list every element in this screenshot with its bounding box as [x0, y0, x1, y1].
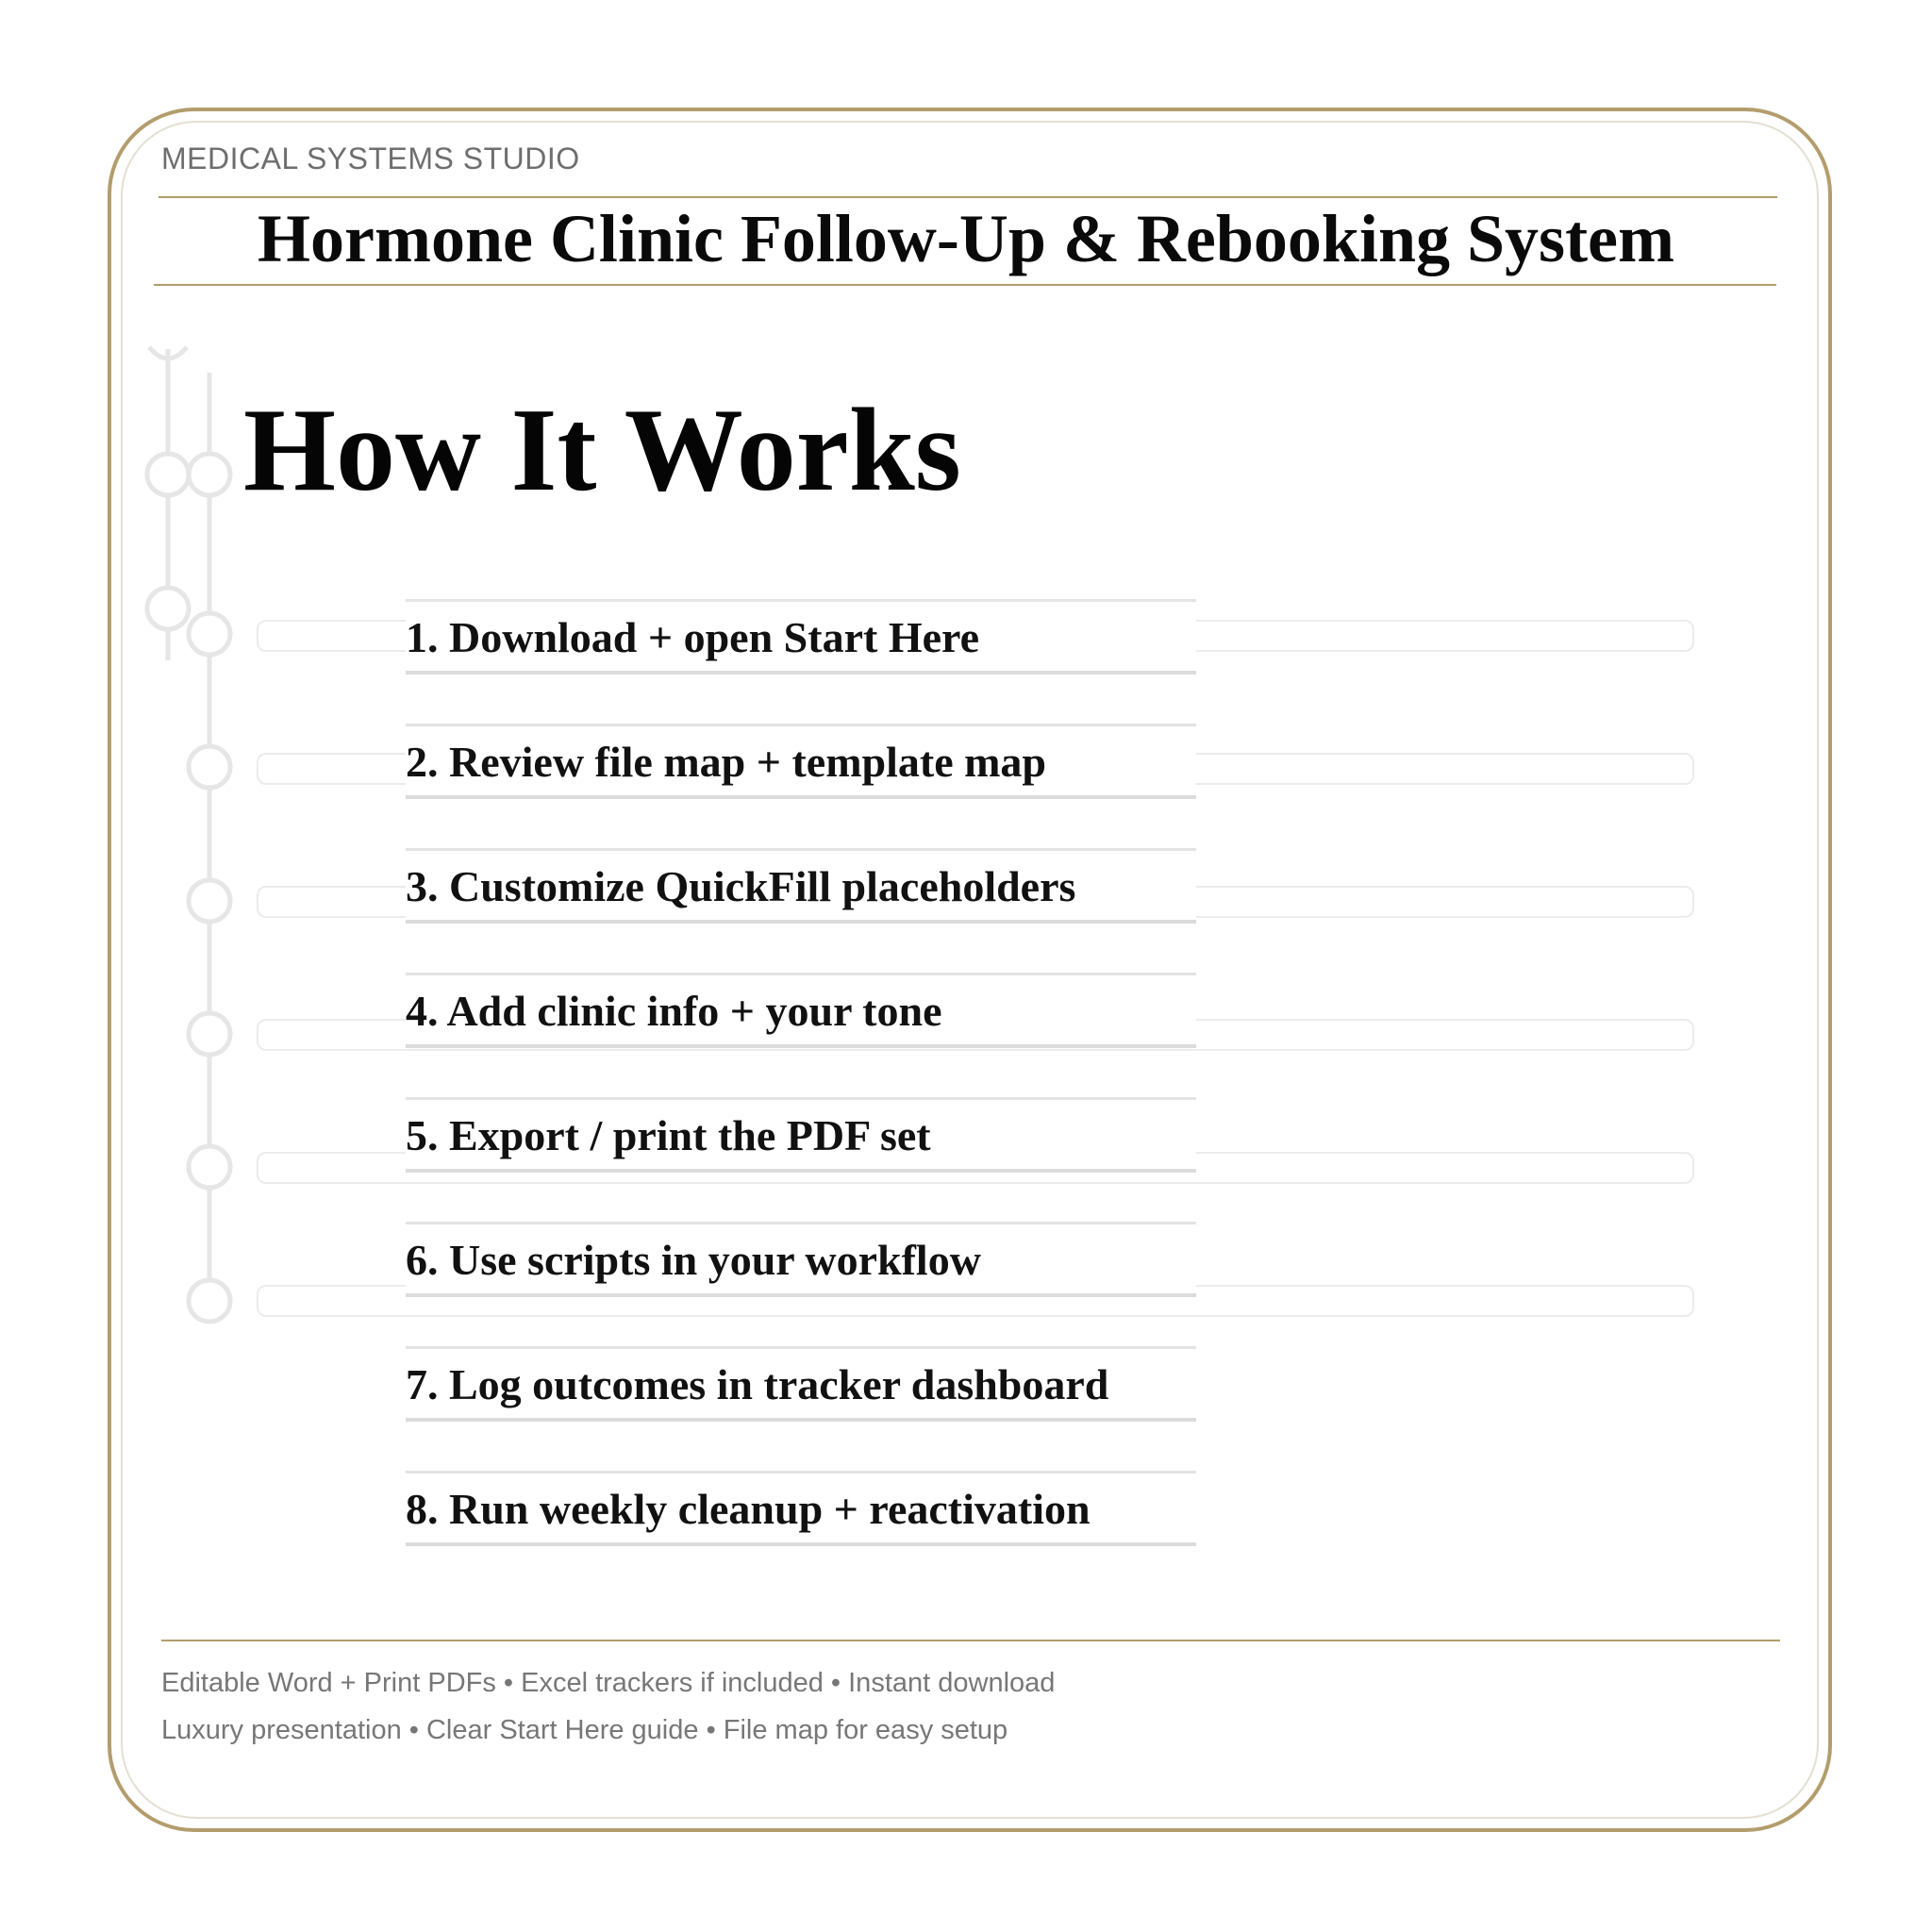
step-8-label: 8. Run weekly cleanup + reactivation [406, 1485, 1091, 1533]
step-1-label: 1. Download + open Start Here [406, 613, 980, 661]
step-7-label: 7. Log outcomes in tracker dashboard [406, 1360, 1109, 1408]
footer-features-line-1: Editable Word + Print PDFs • Excel trackers if included • Instant download [161, 1668, 1056, 1698]
step-6-label: 6. Use scripts in your workflow [406, 1236, 981, 1284]
brand-label: MEDICAL SYSTEMS STUDIO [161, 142, 580, 175]
footer-features-line-2: Luxury presentation • Clear Start Here guide • File map for easy setup [161, 1715, 1008, 1745]
section-heading: How It Works [243, 385, 961, 516]
header-bottom-rule [154, 284, 1776, 286]
header-top-rule [158, 196, 1777, 198]
step-2-label: 2. Review file map + template map [406, 738, 1047, 786]
step-3-label: 3. Customize QuickFill placeholders [406, 862, 1076, 910]
footer-rule [161, 1640, 1780, 1641]
inner-frame [121, 121, 1819, 1819]
step-4-label: 4. Add clinic info + your tone [406, 987, 942, 1035]
document-title: Hormone Clinic Follow-Up & Rebooking System [258, 201, 1674, 276]
step-5-label: 5. Export / print the PDF set [406, 1111, 931, 1159]
